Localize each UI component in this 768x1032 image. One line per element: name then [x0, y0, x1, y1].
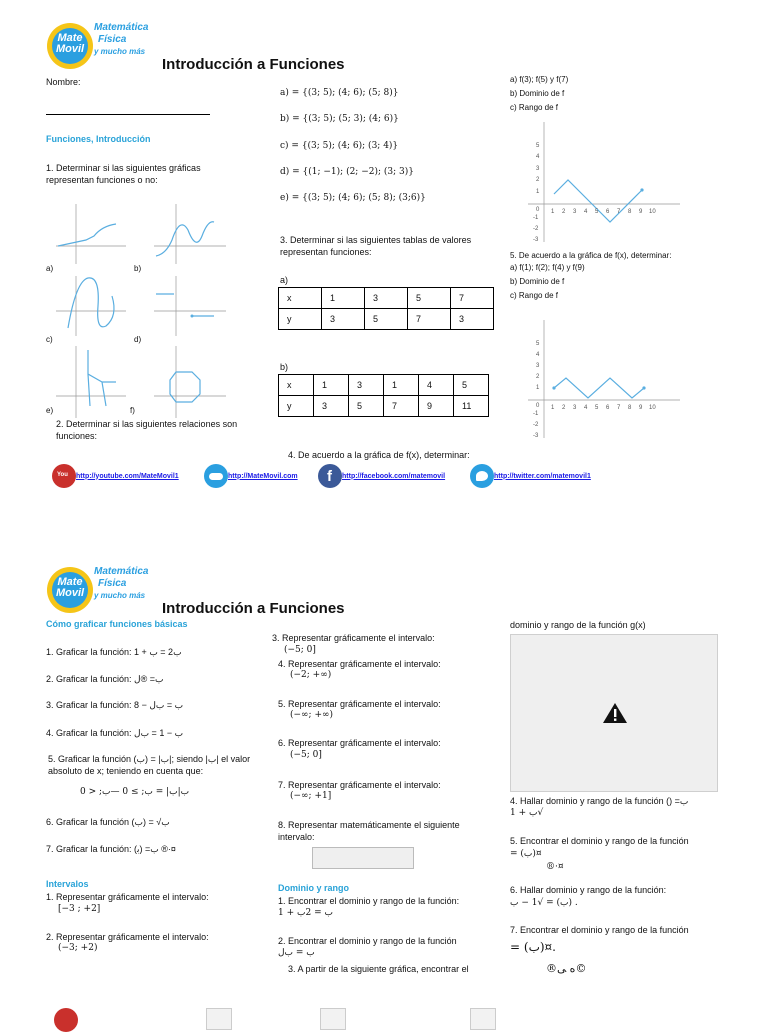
- graph-e: [56, 346, 126, 418]
- logo-tag-1: Matemática: [94, 566, 149, 577]
- table-cell: 3: [322, 309, 365, 330]
- graph-d: [154, 276, 226, 336]
- p2-q4: 4. Graficar la función: ﺏ − 1 = ﺏﻝ: [46, 728, 184, 738]
- q4-item-b: b) Dominio de f: [510, 89, 565, 98]
- p2-q7: 7. Graficar la función: (ﺏ= (ﺑ ®·¤: [46, 844, 176, 854]
- graph-label-b: b): [134, 264, 142, 273]
- section-heading-domain: Dominio y rango: [278, 883, 350, 893]
- tick-label: -2: [533, 422, 539, 428]
- interval-q4-value: (−2; +∞): [290, 670, 332, 680]
- table-cell: 9: [419, 396, 454, 417]
- interval-q4: 4. Representar gráficamente el intervalo:: [278, 659, 441, 669]
- page-title-2: Introducción a Funciones: [162, 600, 345, 617]
- tick-label: 3: [536, 363, 540, 369]
- table-cell: 11: [454, 396, 489, 417]
- table-cell: 1: [314, 375, 349, 396]
- table-cell: 7: [384, 396, 419, 417]
- graph-label-c: c): [46, 335, 53, 344]
- tick-label: -1: [533, 411, 539, 417]
- social-twitter[interactable]: [470, 464, 591, 488]
- q4-item-a: a) f(3); f(5) y f(7): [510, 75, 569, 84]
- p2-q3: 3. Graficar la función: ﺏ = ﺏﻝ − 8: [46, 700, 184, 710]
- domain-q5: 5. Encontrar el dominio y rango de la función: [510, 836, 689, 846]
- function-graphs: [46, 196, 236, 420]
- tick-label: 2: [562, 405, 566, 411]
- interval-q5: 5. Representar gráficamente el intervalo:: [278, 699, 441, 709]
- tick-label: 5: [536, 341, 540, 347]
- interval-q3: 3. Representar gráficamente el intervalo:: [272, 633, 435, 643]
- section-heading-graph: Cómo graficar funciones básicas: [46, 619, 188, 629]
- twitter-link[interactable]: http://twitter.com/matemovil1: [494, 472, 591, 480]
- table-cell: 1: [322, 288, 365, 309]
- domain-q4: 4. Hallar dominio y rango de la función () =ﺏ: [510, 796, 689, 806]
- domain-q7-expr: = (ﺏ)¤.: [510, 940, 556, 954]
- domain-q1-expr: 1 + ﺏ = 2ﺏ: [278, 908, 333, 918]
- logo-movil: Movil: [55, 43, 85, 55]
- table-cell: 3: [314, 396, 349, 417]
- q5-item-b: b) Dominio de f: [510, 277, 565, 286]
- table-row: [279, 309, 494, 330]
- facebook-icon: f: [318, 464, 342, 488]
- image-placeholder-icon: [470, 1008, 496, 1030]
- table-row: [279, 288, 494, 309]
- table-cell: 7: [451, 288, 494, 309]
- interval-q7-value: (−∞; +1]: [290, 791, 332, 801]
- table-cell: 3: [365, 288, 408, 309]
- relation-a: a) = {(3; 5); (4; 6); (5; 8)}: [280, 88, 399, 98]
- domain-q7: 7. Encontrar el dominio y rango de la función: [510, 925, 689, 935]
- section-heading: Funciones, Introducción: [46, 134, 151, 144]
- cloud-icon: [204, 464, 228, 488]
- interval-q8: 8. Representar matemáticamente el siguiente intervalo:: [278, 820, 460, 842]
- tick-label: 9: [639, 209, 643, 215]
- page-title: Introducción a Funciones: [162, 56, 345, 73]
- tick-label: 4: [536, 154, 540, 160]
- tick-label: 2: [562, 209, 566, 215]
- interval-q1: 1. Representar gráficamente el intervalo:: [46, 892, 209, 902]
- tick-label: 0: [536, 403, 540, 409]
- logo-text: [52, 33, 88, 55]
- tick-label: 7: [617, 209, 621, 215]
- graph-q5: [524, 316, 684, 440]
- domain-q1: 1. Encontrar el dominio y rango de la función:: [278, 896, 460, 906]
- domain-q2-expr: ﺏ = ﺏﻝ: [278, 948, 315, 958]
- question-3: 3. Determinar si las siguientes tablas de valores representan funciones:: [280, 235, 472, 257]
- relation-e: e) = {(3; 5); (4; 6); (5; 8); (3;6)}: [280, 193, 426, 203]
- tick-label: 1: [551, 405, 555, 411]
- table-cell: 5: [408, 288, 451, 309]
- tick-label: 1: [536, 189, 540, 195]
- logo-tag-2: Física: [98, 34, 127, 45]
- tick-label: 2: [536, 177, 540, 183]
- tick-label: 3: [573, 405, 577, 411]
- graph-label-d: d): [134, 335, 142, 344]
- social-youtube[interactable]: [52, 464, 179, 488]
- graph-label-f: f): [130, 406, 135, 415]
- table-b-label: b): [280, 362, 289, 372]
- interval-q1-value: [−3 ; +2]: [58, 904, 101, 914]
- question-4: 4. De acuerdo a la gráfica de f(x), determinar:: [288, 450, 470, 460]
- logo-tag-3: y mucho más: [94, 47, 146, 56]
- tick-label: 1: [551, 209, 555, 215]
- relation-b: b) = {(3; 5); (5; 3); (4; 6)}: [280, 114, 399, 124]
- tick-label: 6: [606, 209, 610, 215]
- twitter-icon: [470, 464, 494, 488]
- domain-q3-cont: dominio y rango de la función g(x): [510, 620, 646, 630]
- tick-label: 7: [617, 405, 621, 411]
- logo-text-2: [52, 577, 88, 599]
- table-cell: 5: [349, 396, 384, 417]
- tick-label: 3: [573, 209, 577, 215]
- nombre-label: Nombre:: [46, 77, 81, 87]
- tick-label: 9: [639, 405, 643, 411]
- logo-movil: Movil: [55, 587, 85, 599]
- tick-label: 0: [536, 207, 540, 213]
- tick-label: -1: [533, 215, 539, 221]
- tick-label: 5: [595, 209, 599, 215]
- graph-label-a: a): [46, 264, 54, 273]
- interval-q2: 2. Representar gráficamente el intervalo:: [46, 932, 209, 942]
- logo-tag-3: y mucho más: [94, 591, 146, 600]
- table-cell: 3: [451, 309, 494, 330]
- tick-label: 6: [606, 405, 610, 411]
- domain-q6-expr: ﺏ) = √1 − ﺏ) .: [510, 898, 578, 908]
- tick-label: 4: [584, 209, 588, 215]
- interval-q2-value: (−3; +2): [58, 943, 98, 953]
- tick-label: 10: [649, 405, 656, 411]
- p2-q5-cases: ﺏ|ﺏ| = ﺏ; ≥ 0 —ﺏ; < 0: [80, 787, 190, 797]
- logo-mate: Mate: [57, 32, 83, 44]
- table-row: [279, 396, 489, 417]
- tick-label: 4: [536, 352, 540, 358]
- tick-label: 5: [595, 405, 599, 411]
- logo-tag-1: Matemática: [94, 22, 149, 33]
- nombre-line[interactable]: [46, 114, 210, 115]
- table-cell: 3: [349, 375, 384, 396]
- youtube-icon: You: [52, 464, 76, 488]
- image-placeholder-icon: [320, 1008, 346, 1030]
- table-b: [278, 374, 489, 417]
- graph-a: [56, 204, 126, 264]
- warning-icon: [602, 702, 628, 724]
- domain-q6: 6. Hallar dominio y rango de la función:: [510, 885, 667, 895]
- graph-b: [154, 204, 226, 264]
- logo-tagline: [94, 22, 148, 58]
- table-cell: x: [279, 375, 314, 396]
- tick-label: 10: [649, 209, 656, 215]
- graph-f: [154, 346, 226, 418]
- youtube-icon[interactable]: [54, 1008, 78, 1032]
- table-cell: y: [279, 396, 314, 417]
- relation-d: d) = {(1; −1); (2; −2); (3; 3)}: [280, 167, 414, 177]
- domain-q5-expr: = (ﺏ)¤: [510, 849, 542, 859]
- table-cell: y: [279, 309, 322, 330]
- tick-label: 1: [536, 385, 540, 391]
- interval-q6-value: (−5; 0]: [290, 750, 322, 760]
- section-heading-intervals: Intervalos: [46, 879, 89, 889]
- image-placeholder-icon: [206, 1008, 232, 1030]
- question-1: 1. Determinar si las siguientes gráficas representan funciones o no:: [46, 163, 201, 185]
- question-5: 5. De acuerdo a la gráfica de f(x), determinar:: [510, 251, 672, 260]
- domain-q7-denom: ®ﻩ ﯽ©: [546, 962, 587, 975]
- p2-q1: 1. Graficar la función: 1 + ﺏ2 = ﺏ: [46, 647, 182, 657]
- graph-label-e: e): [46, 406, 54, 415]
- graph-c: [56, 276, 126, 336]
- logo-mate: Mate: [57, 576, 83, 588]
- tick-label: -3: [533, 433, 539, 439]
- youtube-link[interactable]: http://youtube.com/MateMovil1: [76, 472, 179, 480]
- tick-label: -2: [533, 226, 539, 232]
- interval-q3-value: (−5; 0]: [284, 645, 316, 655]
- logo-tag-2: Física: [98, 578, 127, 589]
- graph-q4: [524, 118, 684, 244]
- p2-q6: 6. Graficar la función (ﺏ) = √ﺏ: [46, 817, 170, 827]
- domain-q5-denom: ®·¤: [546, 862, 564, 872]
- q5-item-a: a) f(1); f(2); f(4) y f(9): [510, 263, 585, 272]
- domain-q4-expr: ﺏ + 1√: [510, 808, 544, 818]
- tick-label: 8: [628, 209, 632, 215]
- missing-image-box: [510, 634, 718, 792]
- table-cell: 4: [419, 375, 454, 396]
- table-cell: x: [279, 288, 322, 309]
- social-web[interactable]: [204, 464, 298, 488]
- interval-q5-value: (−∞; +∞): [290, 710, 333, 720]
- facebook-link[interactable]: http://facebook.com/matemovil: [342, 472, 446, 480]
- interval-image-placeholder: [312, 847, 414, 869]
- table-row: [279, 375, 489, 396]
- tick-label: 5: [536, 143, 540, 149]
- tick-label: -3: [533, 237, 539, 243]
- web-link[interactable]: http://MateMovil.com: [228, 472, 298, 480]
- q5-item-c: c) Rango de f: [510, 291, 559, 300]
- table-cell: 5: [454, 375, 489, 396]
- domain-q3: 3. A partir de la siguiente gráfica, encontrar el: [288, 964, 469, 974]
- tick-label: 4: [584, 405, 588, 411]
- interval-q7: 7. Representar gráficamente el intervalo:: [278, 780, 441, 790]
- relation-c: c) = {(3; 5); (4; 6); (3; 4)}: [280, 141, 399, 151]
- table-cell: 7: [408, 309, 451, 330]
- table-a-label: a): [280, 275, 289, 285]
- table-cell: 1: [384, 375, 419, 396]
- logo-tagline-2: [94, 566, 148, 602]
- domain-q2: 2. Encontrar el dominio y rango de la función: [278, 936, 457, 946]
- interval-q6: 6. Representar gráficamente el intervalo:: [278, 738, 441, 748]
- tick-label: 8: [628, 405, 632, 411]
- question-2: 2. Determinar si las siguientes relaciones son funciones:: [56, 419, 238, 441]
- social-facebook[interactable]: [318, 464, 445, 488]
- tick-label: 2: [536, 374, 540, 380]
- q4-item-c: c) Rango de f: [510, 103, 559, 112]
- table-cell: 5: [365, 309, 408, 330]
- table-a: [278, 287, 494, 330]
- tick-label: 3: [536, 166, 540, 172]
- p2-q5: 5. Graficar la función (ﺏ) = |ﺏ|; siendo |ﺏ| el valor absoluto de x; teniendo en cuenta que:: [48, 754, 251, 776]
- p2-q2: 2. Graficar la función: ﺏ= ®ﻝ: [46, 674, 164, 684]
